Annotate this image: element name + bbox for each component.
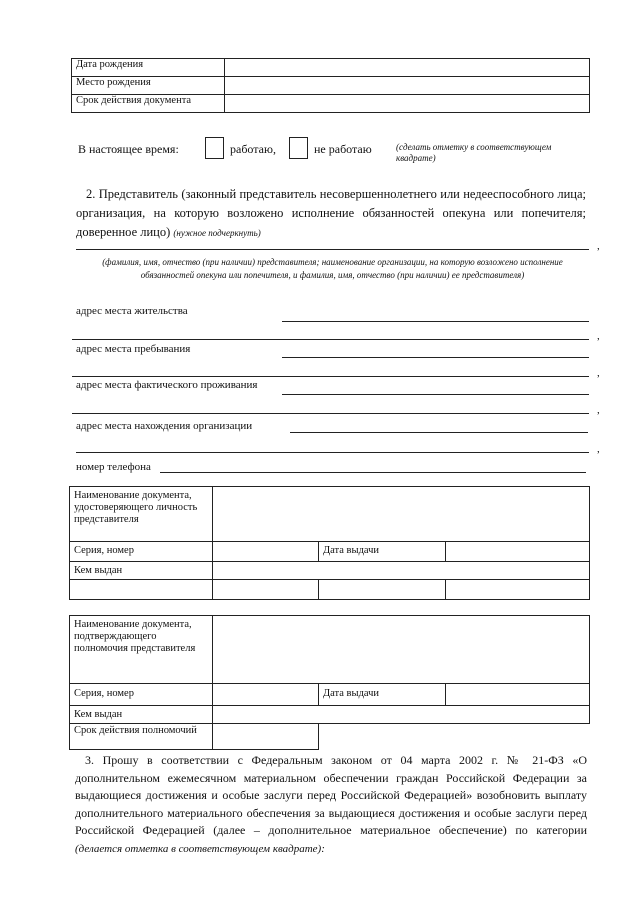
employment-label: В настоящее время:	[78, 142, 179, 156]
phone-label: номер телефона	[76, 461, 151, 473]
comma: ,	[597, 330, 600, 342]
auth-doc-validity-label: Срок действия полномочий	[70, 724, 213, 750]
stay-address-line[interactable]	[282, 357, 589, 358]
rep-doc-series-field[interactable]	[213, 542, 319, 562]
auth-doc-series-label: Серия, номер	[70, 684, 213, 706]
auth-doc-series-field[interactable]	[213, 684, 319, 706]
section2-text: 2. Представитель (законный представитель несовершеннолетнего или недееспособного лица; организация, на которую возложено исполнение обязанностей опекуна или попечителя; доверенное лицо) (нужное подчеркнуть)	[76, 187, 586, 239]
residence-address-line-2[interactable]	[72, 339, 589, 340]
stay-address-label: адрес места пребывания	[76, 343, 191, 355]
rep-doc-extra-cell-4[interactable]	[446, 580, 590, 600]
auth-doc-validity-field[interactable]	[213, 724, 319, 750]
representative-name-line[interactable]	[76, 249, 589, 250]
birth-date-label: Дата рождения	[72, 59, 225, 77]
comma: ,	[597, 240, 600, 252]
auth-doc-issuer-label: Кем выдан	[70, 706, 213, 724]
stay-address-line-2[interactable]	[72, 376, 589, 377]
actual-address-label: адрес места фактического проживания	[76, 379, 258, 391]
rep-doc-issuer-label: Кем выдан	[70, 562, 213, 580]
auth-doc-date-label: Дата выдачи	[319, 684, 446, 706]
birth-date-field[interactable]	[225, 59, 590, 77]
rep-doc-extra-cell-1[interactable]	[70, 580, 213, 600]
rep-doc-extra-cell-2[interactable]	[213, 580, 319, 600]
auth-doc-issuer-field[interactable]	[213, 706, 590, 724]
rep-doc-name-field[interactable]	[213, 487, 590, 542]
working-checkbox[interactable]	[205, 137, 224, 159]
actual-address-line[interactable]	[282, 394, 589, 395]
rep-doc-date-field[interactable]	[446, 542, 590, 562]
representative-doc-table	[69, 486, 590, 600]
organization-address-line-2[interactable]	[76, 452, 589, 453]
not-working-checkbox[interactable]	[289, 137, 308, 159]
rep-doc-issuer-field[interactable]	[213, 562, 590, 580]
residence-address-line[interactable]	[282, 321, 589, 322]
auth-doc-date-field[interactable]	[446, 684, 590, 706]
representative-hint: (фамилия, имя, отчество (при наличии) представителя; наименование организации, на которую возложено исполнение обязанностей опекуна или попечителя, и фамилия, имя, отчество (при наличии) ее представителя)	[102, 257, 563, 280]
doc-validity-field[interactable]	[225, 95, 590, 113]
phone-line[interactable]	[160, 472, 586, 473]
comma: ,	[597, 443, 600, 455]
rep-doc-extra-cell-3[interactable]	[319, 580, 446, 600]
empty-cell	[446, 724, 590, 750]
rep-doc-series-label: Серия, номер	[70, 542, 213, 562]
auth-doc-name-field[interactable]	[213, 616, 590, 684]
employment-note: (сделать отметку в соответствующем квадрате)	[396, 142, 552, 163]
auth-doc-name-label: Наименование документа, подтверждающего полномочия представителя	[70, 616, 213, 684]
actual-address-line-2[interactable]	[72, 413, 589, 414]
working-option-label: работаю,	[230, 142, 276, 156]
comma: ,	[597, 404, 600, 416]
residence-address-label: адрес места жительства	[76, 305, 188, 317]
doc-validity-label: Срок действия документа	[72, 95, 225, 113]
section3-text: 3. Прошу в соответствии с Федеральным законом от 04 марта 2002 г. № 21-ФЗ «О дополнительном ежемесячном материальном обеспечении граждан Российской Федерации за выдающиеся достижения и особые заслуги перед Российской Федерацией» возобновить выплату дополнительного материального обеспечения за выдающиеся достижения и особые заслуги перед Российской Федерацией (далее – дополнительное материальное обеспечение) по категории (делается отметка в соответствующем квадрате):	[75, 753, 587, 855]
organization-address-label: адрес места нахождения организации	[76, 420, 253, 432]
not-working-option-label: не работаю	[314, 142, 372, 156]
rep-doc-name-label: Наименование документа, удостоверяющего личность представителя	[70, 487, 213, 542]
personal-info-table	[71, 58, 590, 113]
birth-place-field[interactable]	[225, 77, 590, 95]
birth-place-label: Место рождения	[72, 77, 225, 95]
empty-cell	[319, 724, 446, 750]
comma: ,	[597, 367, 600, 379]
authority-doc-table	[69, 615, 590, 750]
organization-address-line[interactable]	[290, 432, 588, 433]
rep-doc-date-label: Дата выдачи	[319, 542, 446, 562]
